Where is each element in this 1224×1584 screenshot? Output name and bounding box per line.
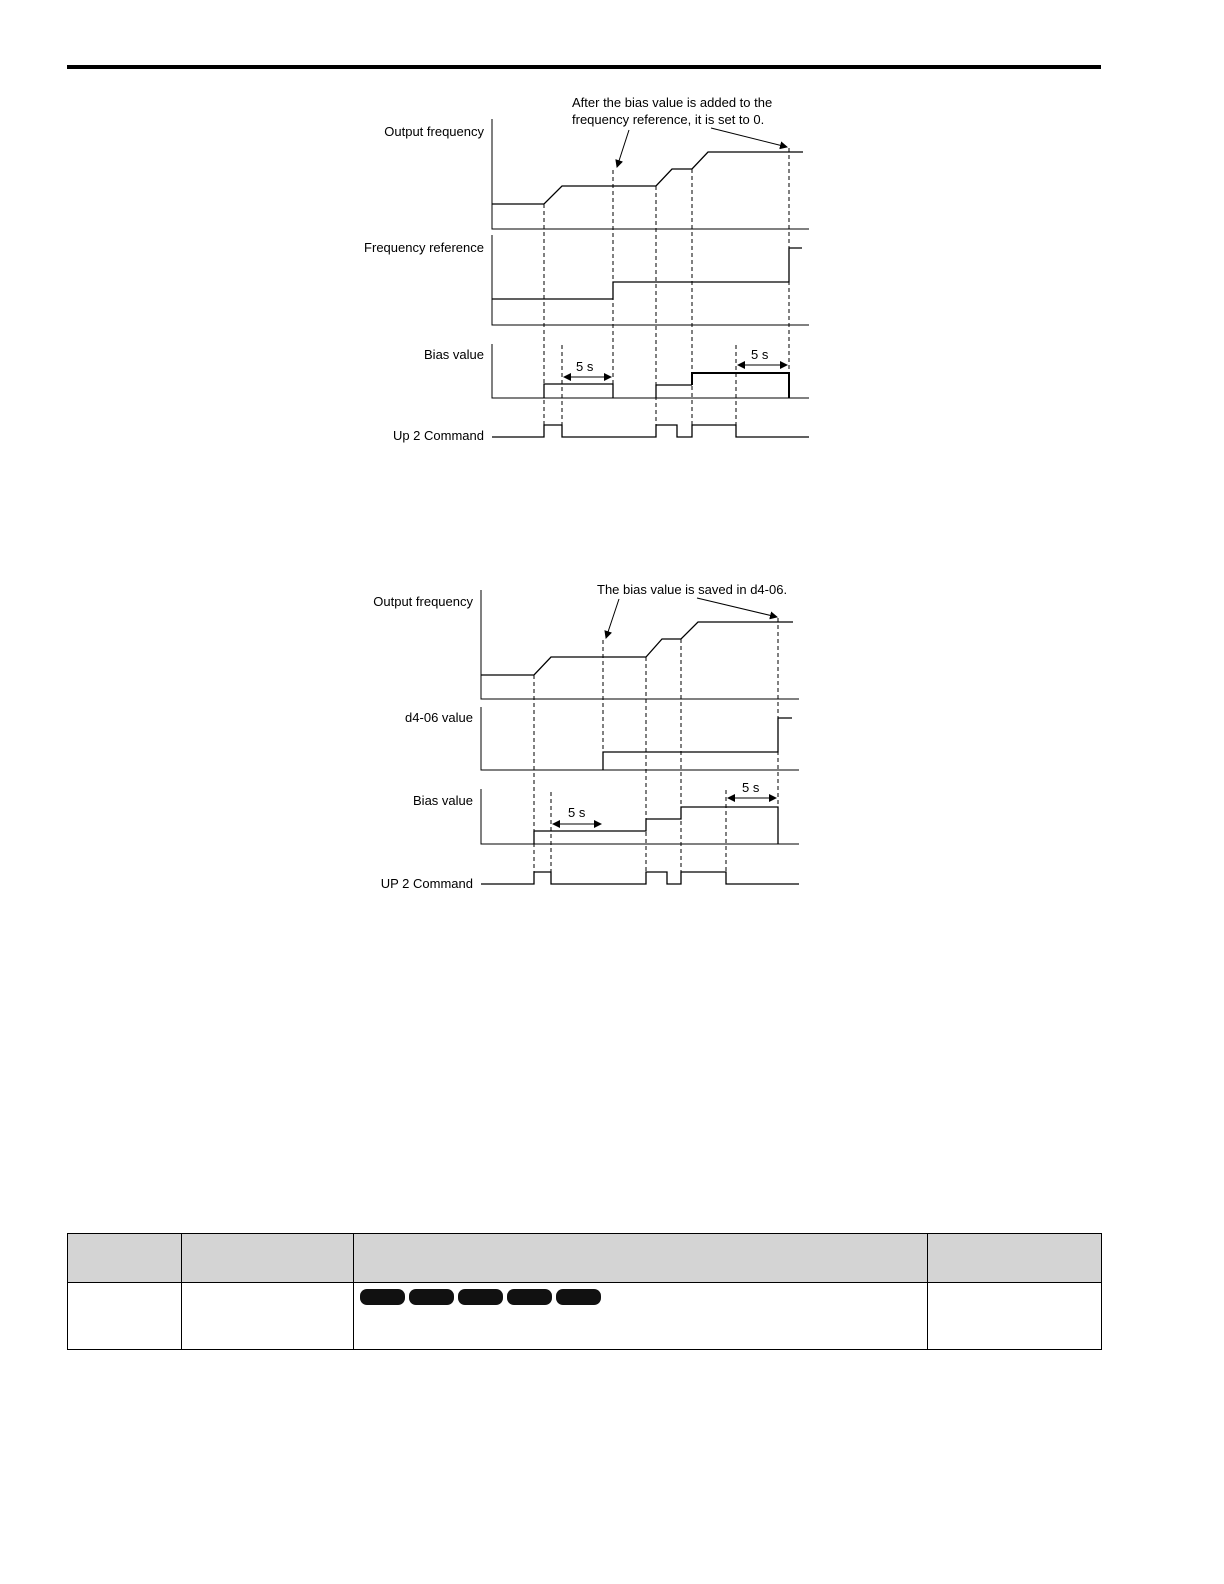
interval-label: 5 s <box>742 780 760 795</box>
callout-line-1: After the bias value is added to the <box>572 95 773 110</box>
callout-text: The bias value is saved in d4-06. <box>597 582 788 597</box>
bias-value-label: Bias value <box>424 347 484 362</box>
bias-value-label: Bias value <box>413 793 473 808</box>
parameter-table <box>67 1233 1102 1350</box>
up2-command-label: Up 2 Command <box>392 428 484 443</box>
header-cell <box>68 1234 182 1283</box>
interval-label: 5 s <box>751 347 769 362</box>
d406-value-axis <box>481 707 799 770</box>
d406-value-label: d4-06 value <box>405 710 473 725</box>
control-mode-badge <box>360 1289 405 1305</box>
header-cell <box>354 1234 928 1283</box>
header-cell <box>182 1234 354 1283</box>
control-mode-badge <box>409 1289 454 1305</box>
up2-command-label: UP 2 Command <box>380 876 473 891</box>
output-frequency-signal <box>481 622 793 675</box>
table-row <box>68 1283 1102 1350</box>
up2-command-signal <box>481 872 799 884</box>
interval-label: 5 s <box>568 805 586 820</box>
table-cell <box>928 1283 1102 1350</box>
table-cell <box>68 1283 182 1350</box>
control-mode-badge <box>507 1289 552 1305</box>
callout-arrow <box>606 599 619 638</box>
callout-line-2: frequency reference, it is set to 0. <box>572 112 765 127</box>
interval-label: 5 s <box>576 359 594 374</box>
frequency-reference-label: Frequency reference <box>364 240 484 255</box>
output-frequency-axis <box>481 590 799 699</box>
table-cell <box>182 1283 354 1350</box>
callout-arrow <box>697 598 777 617</box>
table-header-row <box>68 1234 1102 1283</box>
output-frequency-label: Output frequency <box>373 594 473 609</box>
bias-value-axis <box>481 789 799 844</box>
header-cell <box>928 1234 1102 1283</box>
d406-value-signal <box>603 718 792 770</box>
control-mode-badges <box>360 1289 921 1305</box>
control-mode-badge <box>556 1289 601 1305</box>
table-cell <box>354 1283 928 1350</box>
control-mode-badge <box>458 1289 503 1305</box>
output-frequency-label: Output frequency <box>384 124 484 139</box>
